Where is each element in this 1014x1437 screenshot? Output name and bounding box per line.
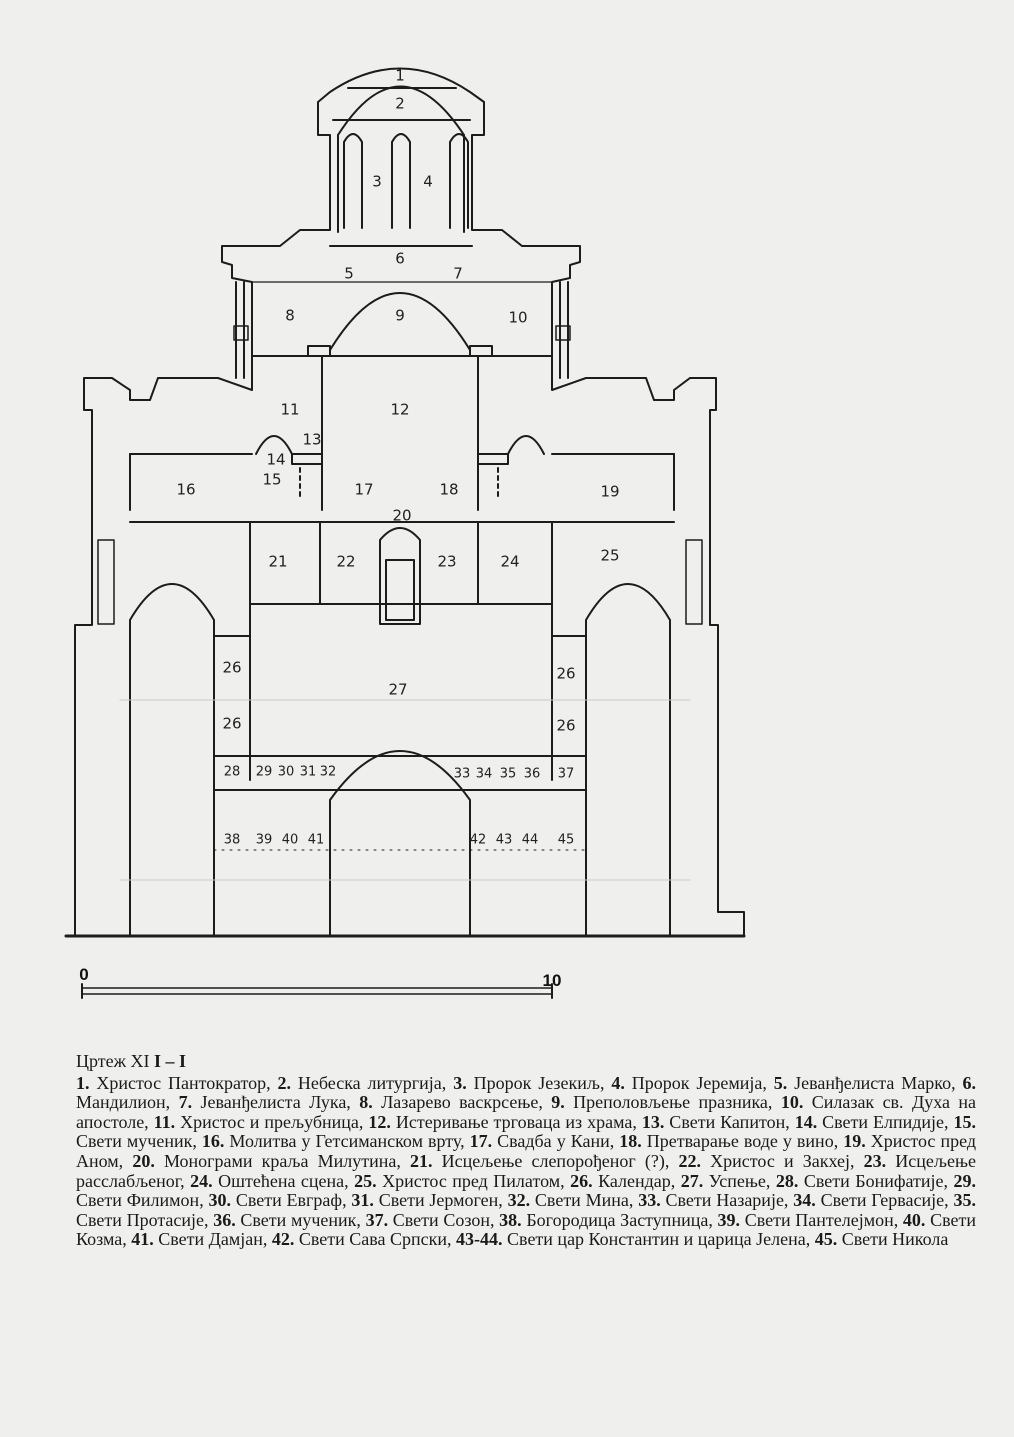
legend-number: 33. [638,1190,661,1211]
monogram-niche-inner [386,560,414,620]
legend-number: 24. [190,1170,213,1191]
legend-scene-name: Свети мученик, [76,1111,981,1152]
scene-label-1: 1 [395,66,405,85]
scene-label-13: 13 [302,430,322,449]
scene-label-18: 18 [439,480,459,499]
legend-scene-name: Календар, [592,1170,681,1191]
scene-label-42: 42 [469,832,487,848]
scene-label-21: 21 [268,552,288,571]
legend-number: 26. [570,1170,593,1191]
scene-label-10: 10 [508,308,528,327]
legend-number: 42. [271,1229,295,1250]
scene-label-12: 12 [390,400,410,419]
scene-label-31: 31 [299,764,317,780]
legend-scene-name: Свети Созон, [388,1209,500,1230]
scene-label-17: 17 [354,480,374,499]
legend-number: 13. [641,1111,665,1132]
legend-number: 18. [619,1131,642,1152]
legend-scene-name: Свети Назарије, [660,1190,794,1211]
drum-window-2 [392,134,410,228]
scene-label-9: 9 [395,306,405,325]
scene-label-38: 38 [223,832,241,848]
legend-number: 10. [780,1092,804,1113]
legend-number: 31. [351,1190,374,1211]
scene-label-34: 34 [475,766,493,782]
legend-number: 25. [354,1170,377,1191]
scene-label-8: 8 [285,306,295,325]
legend-scene-name: Пророк Језекиљ, [466,1072,612,1093]
scene-label-25: 25 [600,546,620,565]
legend-number: 27. [680,1170,704,1191]
scene-label-24: 24 [500,552,520,571]
legend-scene-name: Свети Дамјан, [153,1229,272,1250]
figure-title-prefix: Цртеж XI [76,1051,150,1071]
legend-scene-name: Преполовљење празника, [564,1092,781,1113]
scene-label-26: 26 [222,714,242,733]
scene-label-26: 26 [556,716,576,735]
scale-end-label: 10 [542,971,562,990]
legend-scene-name: Свети цар Константин и царица Јелена, [502,1229,815,1250]
scale-bar [82,988,552,994]
legend-number: 23. [863,1150,887,1171]
scene-label-23: 23 [437,552,457,571]
legend-text [76,1072,981,1250]
legend-scene-name: Молитва у Гетсиманском врту, [224,1131,470,1152]
legend-scene-name: Христос и Закхеј, [701,1150,864,1171]
scene-label-19: 19 [600,482,620,501]
legend-scene-name: Исцељење слепорођеног (?), [432,1150,679,1171]
legend-scene-name: Христос Пантократор, [89,1072,278,1093]
legend-number: 43-44. [456,1229,503,1250]
drum-window-1 [344,134,362,228]
legend-number: 39. [717,1209,741,1230]
legend-scene-name: Свети мученик, [235,1209,366,1230]
scene-label-29: 29 [255,764,273,780]
legend-number: 2. [277,1072,291,1093]
scene-label-16: 16 [176,480,196,499]
legend-scene-name: Пророк Јеремија, [624,1072,774,1093]
legend-number: 8. [359,1092,373,1113]
legend-number: 15. [953,1111,976,1132]
legend-number: 3. [453,1072,467,1093]
scene-label-27: 27 [388,680,408,699]
scene-label-32: 32 [319,764,337,780]
legend-scene-name: Монограми краља Милутина, [154,1150,411,1171]
legend-scene-name: Христос пред Аном, [76,1131,981,1171]
legend-number: 40. [902,1209,926,1230]
scene-label-30: 30 [277,764,295,780]
exterior-column-left [98,540,114,624]
scene-label-7: 7 [453,264,463,283]
figure-caption [76,1051,981,1250]
scene-label-28: 28 [223,764,241,780]
legend-number: 38. [499,1209,522,1230]
scene-label-3: 3 [372,172,382,191]
legend-number: 22. [678,1150,702,1171]
legend-scene-name: Свети Мина, [530,1190,639,1211]
legend-scene-name: Свети Јермоген, [373,1190,508,1211]
scene-label-14: 14 [266,450,286,469]
scene-label-22: 22 [336,552,356,571]
drum-window-3 [450,134,468,228]
legend-number: 28. [775,1170,799,1191]
left-tall-arch [130,584,214,936]
small-capital-right [478,454,508,464]
scene-label-44: 44 [521,832,539,848]
legend-scene-name: Свети Козма, [76,1209,981,1250]
legend-number: 37. [365,1209,389,1230]
legend-number: 14. [794,1111,818,1132]
legend-number: 20. [132,1150,155,1171]
scene-label-43: 43 [495,832,513,848]
legend-scene-name: Свети Протасије, [76,1190,981,1230]
capital-left [308,346,330,356]
legend-scene-name: Христос пред Пилатом, [376,1170,571,1191]
legend-scene-name: Богородица Заступница, [521,1209,718,1230]
legend-scene-name: Силазак св. Духа на апостоле, [76,1092,981,1132]
legend-number: 6. [962,1072,976,1093]
scene-label-15: 15 [262,470,282,489]
legend-scene-name: Свети Гервасије, [815,1190,954,1211]
legend-scene-name: Јеванђелиста Лука, [192,1092,360,1113]
right-tall-arch [586,584,670,936]
scene-label-4: 4 [423,172,433,191]
legend-scene-name: Свети Пантелејмон, [740,1209,903,1230]
legend-scene-name: Свети Евграф, [231,1190,352,1211]
legend-number: 32. [507,1190,531,1211]
scale-start-label: 0 [79,965,89,984]
legend-number: 11. [153,1111,176,1132]
small-capital-left [292,454,322,464]
scene-label-26: 26 [556,664,576,683]
scene-label-36: 36 [523,766,541,782]
scene-label-2: 2 [395,94,405,113]
legend-scene-name: Христос и прељубница, [175,1111,369,1132]
legend-number: 36. [213,1209,236,1230]
legend-number: 35. [953,1190,976,1211]
legend-number: 9. [551,1092,565,1113]
legend-number: 17. [469,1131,493,1152]
legend-scene-name: Претварање воде у вино, [641,1131,844,1152]
legend-scene-name: Свети Сава Српски, [294,1229,457,1250]
legend-number: 16. [201,1131,225,1152]
scene-label-35: 35 [499,766,517,782]
legend-scene-name: Свети Елпидије, [817,1111,954,1132]
legend-number: 30. [208,1190,232,1211]
legend-scene-name: Оштећена сцена, [212,1170,355,1191]
scene-label-39: 39 [255,832,273,848]
legend-number: 45. [814,1229,838,1250]
legend-number: 4. [611,1072,625,1093]
figure-title-section: I – I [154,1051,187,1071]
figure-title [76,1052,976,1072]
legend-number: 12. [368,1111,391,1132]
legend-scene-name: Успење, [703,1170,776,1191]
small-arch-right [508,436,544,454]
legend-scene-name: Мандилион, [76,1072,981,1113]
central-doorway [330,751,470,936]
scene-label-26: 26 [222,658,242,677]
legend-scene-name: Небеска литургија, [290,1072,454,1093]
legend-number: 41. [131,1229,154,1250]
legend-scene-name: Лазарево васкрсење, [372,1092,552,1113]
scene-label-20: 20 [392,506,412,525]
legend-number: 34. [793,1190,816,1211]
scene-label-5: 5 [344,264,354,283]
legend-scene-name: Свети Филимон, [76,1170,981,1211]
legend-number: 5. [773,1072,788,1093]
legend-number: 7. [178,1092,193,1113]
legend-scene-name: Свадба у Кани, [492,1131,620,1152]
scene-label-33: 33 [453,766,471,782]
scene-label-40: 40 [281,832,299,848]
scene-label-11: 11 [280,400,300,419]
legend-number: 29. [953,1170,976,1191]
exterior-column-right [686,540,702,624]
legend-scene-name: Свети Никола [837,1229,949,1250]
scene-label-6: 6 [395,249,405,268]
scene-label-37: 37 [557,766,575,782]
legend-scene-name: Истеривање трговаца из храма, [390,1111,642,1132]
legend-number: 19. [843,1131,866,1152]
legend-scene-name: Исцељење расслабљеног, [76,1150,981,1191]
legend-scene-name: Јеванђелиста Марко, [787,1072,963,1093]
legend-number: 1. [76,1072,90,1093]
capital-right [470,346,492,356]
legend-scene-name: Свети Капитон, [664,1111,795,1132]
legend-scene-name: Свети Бонифатије, [798,1170,954,1191]
scene-number-labels [176,67,619,848]
scale-labels [79,965,561,990]
scene-label-41: 41 [307,832,325,848]
legend-number: 21. [410,1150,433,1171]
scene-label-45: 45 [557,832,575,848]
